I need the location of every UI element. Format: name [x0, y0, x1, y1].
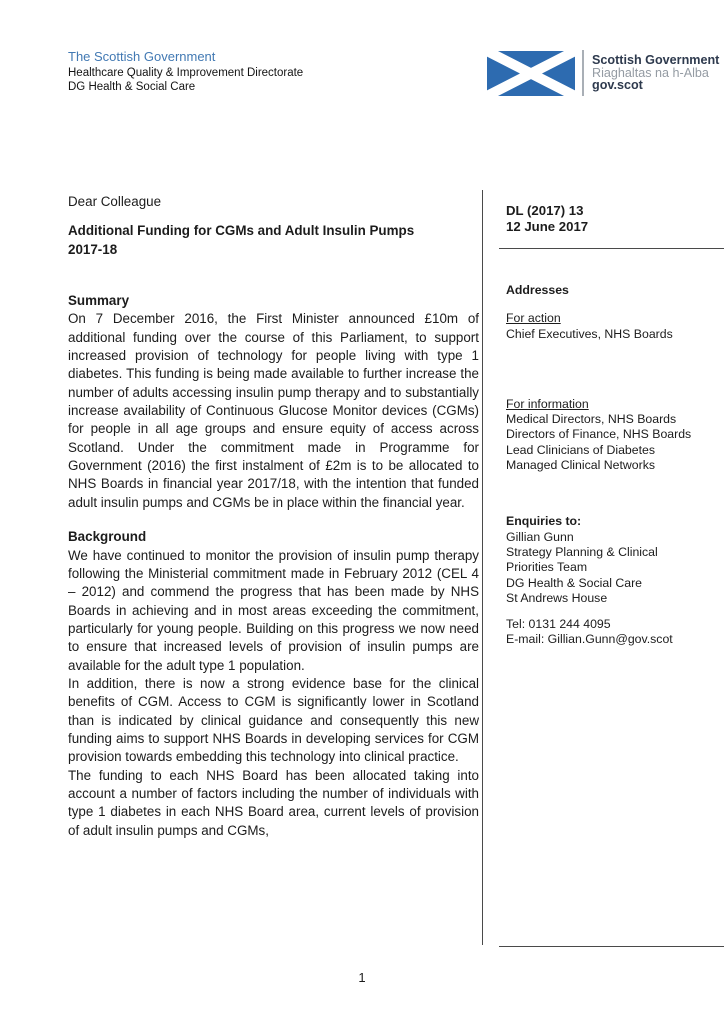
scottish-government-logo: [487, 50, 719, 96]
page-footer: [0, 970, 724, 985]
column-divider-line: [482, 190, 483, 945]
saltire-flag-icon: [487, 51, 575, 96]
for-information-label: For information: [506, 396, 589, 411]
telephone-line: Tel: 0131 244 4095: [506, 617, 611, 632]
page-number: 1: [358, 970, 366, 985]
letter-title: [68, 222, 479, 259]
letterhead: [68, 49, 303, 94]
letter-title-line: Additional Funding for CGMs and Adult Insulin Pumps: [68, 223, 415, 239]
division-line: DG Health & Social Care: [68, 80, 196, 93]
reference-number: DL (2017) 13: [506, 203, 584, 218]
enquiries-line: DG Health & Social Care: [506, 575, 643, 590]
letter-body: [68, 193, 479, 840]
sidebar: [499, 203, 724, 648]
for-action-block: [499, 311, 724, 342]
background-heading: Background: [68, 529, 147, 545]
sidebar-top-rule: [499, 248, 724, 249]
sidebar-bottom-rule: [499, 946, 724, 947]
background-paragraph: In addition, there is now a strong evidence base for the clinical benefits of CGM. Access to CGM is significantly lower in Scotland than is indicated by clinical guidance and consequently this new funding aims to support NHS Boards in developing services for CGM provision towards embedding this technology into clinical practice.: [68, 675, 479, 765]
summary-heading: Summary: [68, 293, 130, 309]
salutation: Dear Colleague: [68, 194, 162, 209]
enquiries-line: Priorities Team: [506, 560, 588, 575]
enquiries-line: Strategy Planning & Clinical: [506, 544, 658, 559]
enquiries-line: St Andrews House: [506, 590, 608, 605]
org-name: The Scottish Government: [68, 49, 216, 64]
summary-paragraph: On 7 December 2016, the First Minister announced £10m of additional funding over the course of this Parliament, to support increased provision of technology for people living with type 1 diabetes. This funding is being made available to further increase the number of adults accessing insulin pump therapy and to substantially increase availability of Continuous Glucose Monitor devices (CGMs) for people in all age groups and ensure equity of access across Scotland. Under the commitment made in Programme for Government (2016) the first instalment of £2m is to be allocated to NHS Boards in financial year 2017/18, with the intention that funded adult insulin pumps and CGMs be in place within the financial year.: [68, 311, 479, 510]
email-line: E-mail: Gillian.Gunn@gov.scot: [506, 632, 673, 647]
logo-subtitle-gaelic: Riaghaltas na h-Alba: [592, 65, 709, 80]
contact-block: [499, 617, 724, 648]
for-information-block: [499, 397, 724, 473]
for-action-label: For action: [506, 311, 561, 326]
for-information-recipient: Managed Clinical Networks: [506, 458, 655, 473]
reference-block: [499, 203, 724, 235]
letter-title-line: 2017-18: [68, 241, 118, 257]
for-information-recipient: Medical Directors, NHS Boards: [506, 412, 677, 427]
for-information-recipient: Lead Clinicians of Diabetes: [506, 442, 656, 457]
logo-text-block: [592, 54, 719, 91]
enquiries-heading: Enquiries to:: [506, 514, 582, 529]
directorate-line: Healthcare Quality & Improvement Directorate: [68, 67, 304, 79]
enquiries-block: [499, 514, 724, 606]
addresses-heading: Addresses: [506, 283, 569, 297]
logo-url: gov.scot: [592, 78, 643, 93]
enquiries-line: Gillian Gunn: [506, 529, 574, 544]
logo-divider: [582, 50, 584, 96]
for-information-recipient: Directors of Finance, NHS Boards: [506, 427, 692, 442]
background-paragraph: The funding to each NHS Board has been allocated taking into account a number of factors including the number of individuals with type 1 diabetes in each NHS Board area, current levels of provision of adult insulin pumps and CGMs,: [68, 767, 479, 838]
for-action-recipient: Chief Executives, NHS Boards: [506, 326, 673, 341]
letter-date: 12 June 2017: [506, 219, 589, 234]
background-paragraph: We have continued to monitor the provision of insulin pump therapy following the Ministerial commitment made in February 2012 (CEL 4 – 2012) and commend the progress that has been made by NHS Boards in achieving and in most areas exceeding the commitment, particularly for young people. Building on this progress we now need to ensure that increased levels of provision of insulin pumps are available for the adult type 1 population.: [68, 547, 479, 673]
logo-title: Scottish Government: [592, 53, 720, 68]
